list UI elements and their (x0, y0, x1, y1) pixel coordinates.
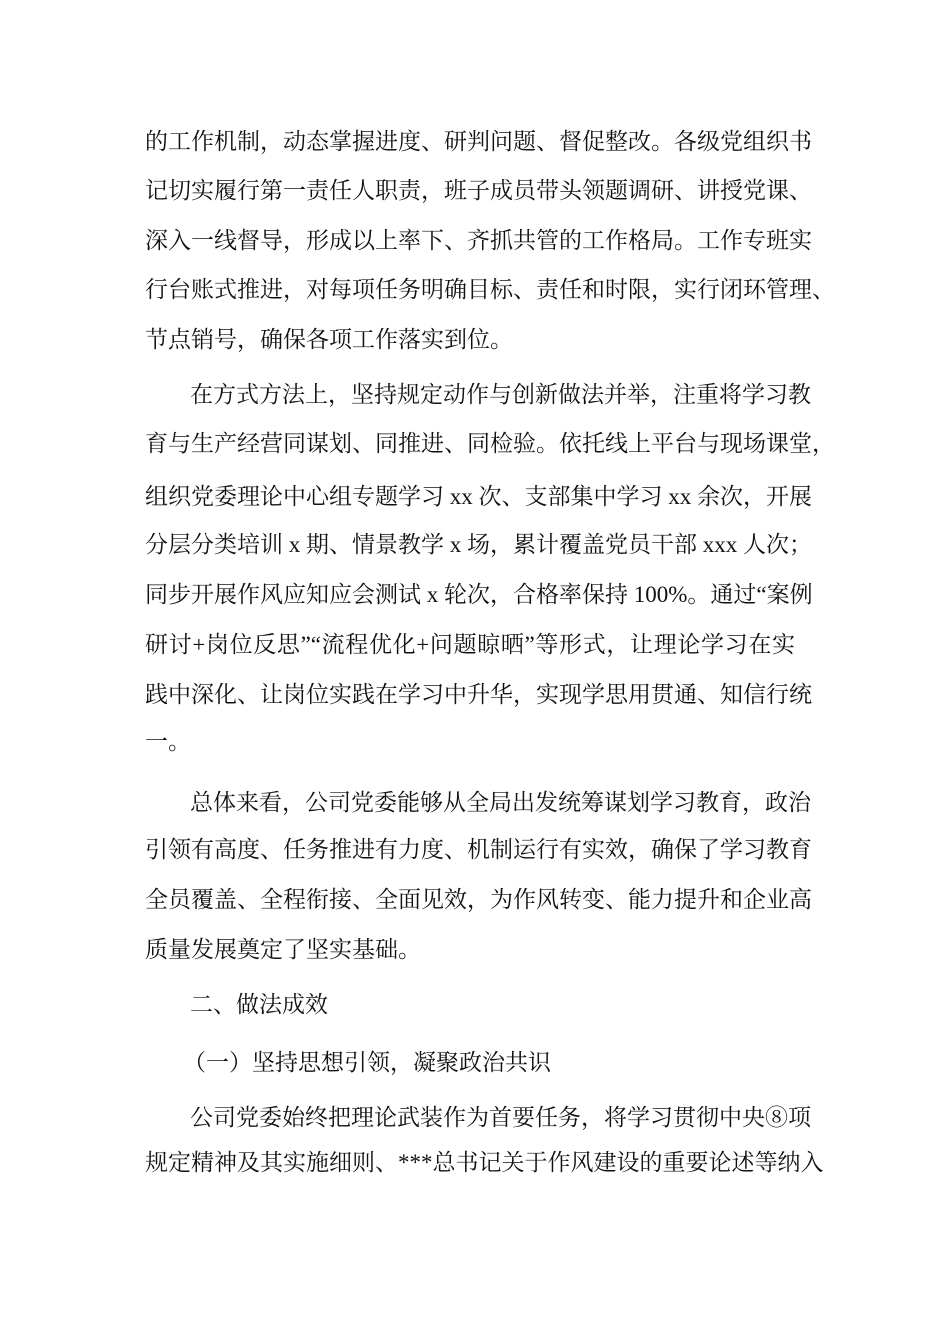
text-line: 育与生产经营同谋划、同推进、同检验。依托线上平台与现场课堂， (145, 431, 835, 456)
text-line: 组织党委理论中心组专题学习 xx 次、支部集中学习 xx 余次，开展 (145, 484, 812, 509)
text-line: 记切实履行第一责任人职责，班子成员带头领题调研、讲授党课、 (145, 178, 812, 203)
text-line: 总体来看，公司党委能够从全局出发统筹谋划学习教育，政治 (190, 790, 811, 815)
text-line: 公司党委始终把理论武装作为首要任务，将学习贯彻中央⑧项 (190, 1105, 811, 1130)
text-line: 的工作机制，动态掌握进度、研判问题、督促整改。各级党组织书 (145, 129, 812, 154)
text-line: 规定精神及其实施细则、***总书记关于作风建设的重要论述等纳入 (145, 1150, 824, 1175)
text-line: 在方式方法上，坚持规定动作与创新做法并举，注重将学习教 (190, 382, 811, 407)
section-heading: 二、做法成效 (190, 992, 328, 1017)
text-line: 分层分类培训 x 期、情景教学 x 场，累计覆盖党员干部 xxx 人次； (145, 532, 812, 557)
text-line: 一。 (145, 729, 191, 754)
text-line: 践中深化、让岗位实践在学习中升华，实现学思用贯通、知信行统 (145, 682, 812, 707)
text-line: 深入一线督导，形成以上率下、齐抓共管的工作格局。工作专班实 (145, 228, 812, 253)
text-line: 全员覆盖、全程衔接、全面见效，为作风转变、能力提升和企业高 (145, 887, 812, 912)
text-line: 行台账式推进，对每项任务明确目标、责任和时限，实行闭环管理、 (145, 277, 835, 302)
text-line: 引领有高度、任务推进有力度、机制运行有实效，确保了学习教育 (145, 837, 812, 862)
text-line: 同步开展作风应知应会测试 x 轮次，合格率保持 100%。通过“案例 (145, 582, 813, 607)
subsection-heading: （一）坚持思想引领，凝聚政治共识 (183, 1050, 551, 1075)
text-line: 质量发展奠定了坚实基础。 (145, 937, 421, 962)
text-line: 研讨+岗位反思”“流程优化+问题晾晒”等形式，让理论学习在实 (145, 632, 795, 657)
text-line: 节点销号，确保各项工作落实到位。 (145, 327, 513, 352)
